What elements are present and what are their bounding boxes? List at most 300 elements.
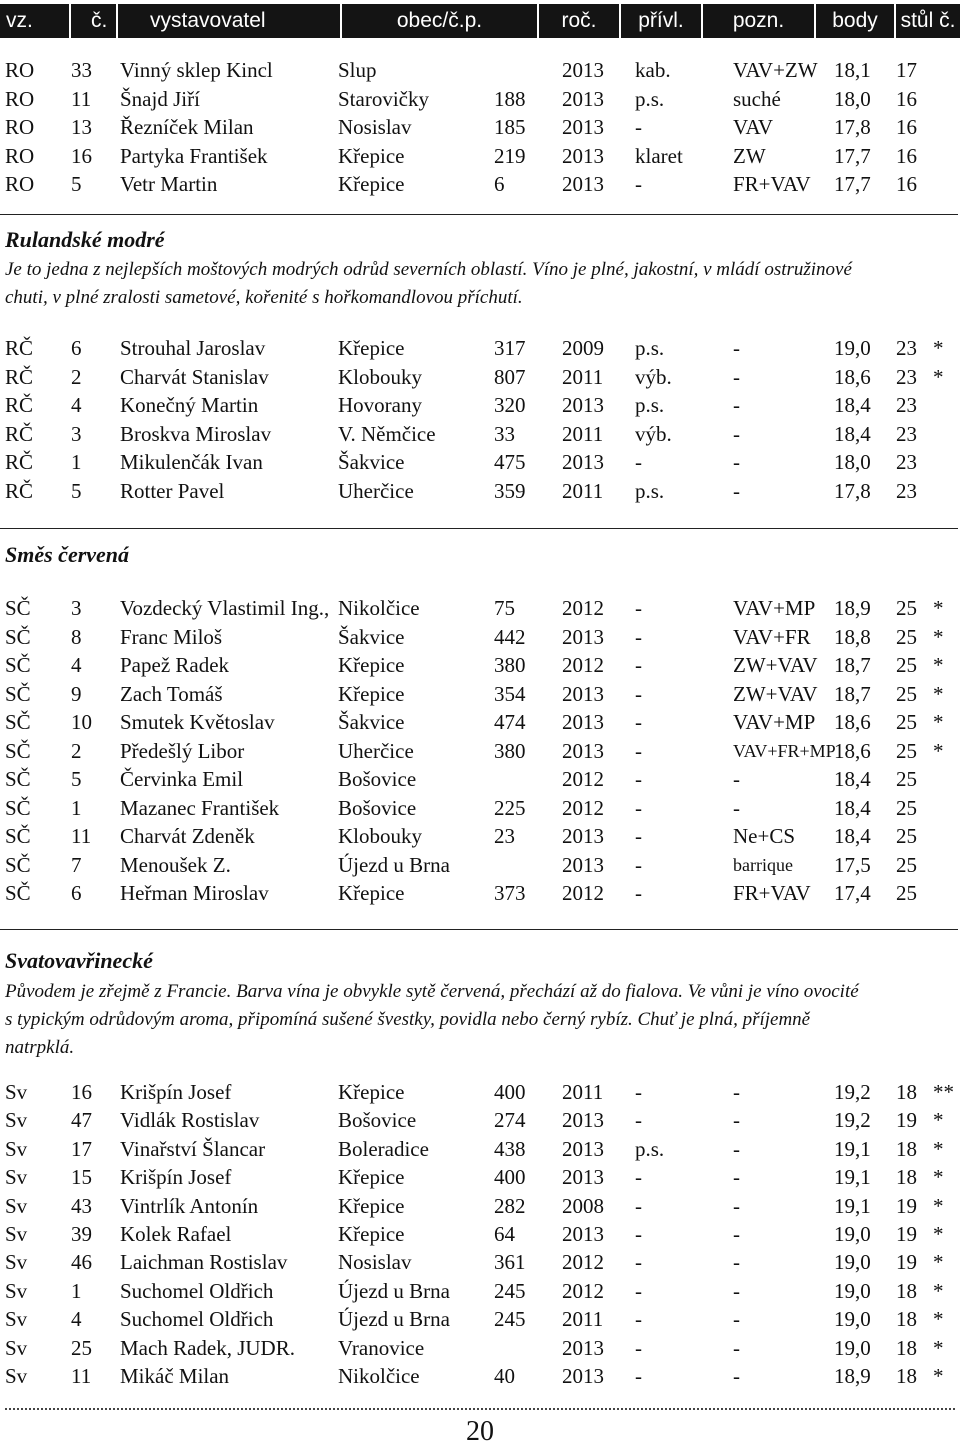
cell-exhibitor: Šnajd Jiří [120,86,200,111]
cell-village: Křepice [338,172,405,196]
table-row [0,594,960,622]
cell-note: - [733,336,740,360]
table-row [0,420,960,448]
section-divider [0,528,958,529]
table-row [0,737,960,765]
cell-house-number: 75 [494,596,515,620]
cell-table-number: 25 [896,596,917,620]
cell-village: Bošovice [338,795,417,820]
cell-village: Újezd u Brna [338,1307,450,1332]
section-title-rulandske-modre: Rulandské modré [5,227,165,252]
table-row [0,623,960,651]
table-row [0,1248,960,1276]
cell-entry-number: 3 [71,421,82,446]
cell-entry-number: 33 [71,58,92,82]
cell-entry-number: 3 [71,596,82,620]
cell-points: 18,6 [834,710,871,734]
cell-exhibitor: Vinný sklep Kincl [120,58,273,82]
cell-points: 17,4 [834,881,871,905]
cell-attribute: - [635,1250,642,1275]
cell-attribute: klaret [635,143,683,168]
cell-variety-code: SČ [5,653,31,677]
cell-entry-number: 6 [71,881,82,905]
cell-mark: * [933,1193,944,1218]
cell-attribute: - [635,1193,642,1218]
header-body: body [816,4,894,38]
cell-attribute: - [635,1165,642,1190]
cell-note: - [733,1136,740,1161]
cell-points: 18,4 [834,393,871,417]
cell-note: barrique [733,854,793,875]
cell-note: - [733,1193,740,1218]
cell-table-number: 23 [896,364,917,389]
cell-vintage: 2011 [562,364,604,389]
cell-points: 18,7 [834,681,871,706]
cell-table-number: 18 [896,1335,917,1360]
table-row [0,708,960,736]
cell-vintage: 2013 [562,1108,604,1133]
cell-mark: * [933,1307,944,1332]
cell-table-number: 23 [896,393,917,417]
cell-exhibitor: Krišpín Josef [120,1080,232,1104]
cell-exhibitor: Krišpín Josef [120,1165,232,1190]
cell-exhibitor: Vinařství Šlancar [120,1136,266,1161]
cell-attribute: - [635,596,642,620]
cell-vintage: 2012 [562,596,604,620]
cell-entry-number: 8 [71,624,82,649]
cell-vintage: 2009 [562,336,604,360]
cell-variety-code: RČ [5,421,34,446]
cell-variety-code: Sv [5,1335,28,1360]
cell-variety-code: Sv [5,1222,28,1246]
cell-entry-number: 5 [71,767,82,791]
cell-attribute: p.s. [635,336,665,360]
cell-note: VAV+FR+MP [733,740,836,761]
cell-variety-code: Sv [5,1250,28,1275]
cell-vintage: 2013 [562,1165,604,1190]
header-poznamka: pozn. [703,4,814,38]
cell-attribute: - [635,767,642,791]
cell-points: 18,6 [834,364,871,389]
cell-exhibitor: Charvát Stanislav [120,364,269,389]
cell-table-number: 19 [896,1250,917,1275]
cell-exhibitor: Heřman Miroslav [120,881,269,905]
cell-vintage: 2008 [562,1193,604,1218]
cell-attribute: výb. [635,421,672,446]
cell-variety-code: Sv [5,1080,28,1104]
cell-points: 19,0 [834,1250,871,1275]
cell-village: Klobouky [338,824,422,848]
cell-table-number: 25 [896,824,917,848]
cell-points: 19,2 [834,1108,871,1133]
cell-note: - [733,421,740,446]
cell-attribute: p.s. [635,478,665,503]
table-row [0,334,960,362]
cell-entry-number: 9 [71,681,82,706]
description-line: natrpklá. [5,1037,75,1058]
cell-house-number: 475 [494,450,526,474]
table-row [0,1078,960,1106]
cell-entry-number: 1 [71,450,82,474]
cell-exhibitor: Mach Radek, JUDR. [120,1335,295,1360]
cell-entry-number: 2 [71,738,82,763]
cell-variety-code: Sv [5,1278,28,1303]
cell-house-number: 380 [494,653,526,677]
cell-variety-code: RO [5,58,35,82]
cell-variety-code: RČ [5,336,34,360]
cell-variety-code: Sv [5,1193,28,1218]
cell-attribute: - [635,881,642,905]
cell-table-number: 23 [896,450,917,474]
cell-attribute: p.s. [635,86,665,111]
cell-vintage: 2013 [562,1335,604,1360]
cell-exhibitor: Vetr Martin [120,172,218,196]
cell-village: Šakvice [338,624,405,649]
cell-points: 17,7 [834,172,871,196]
cell-points: 17,8 [834,478,871,503]
cell-note: - [733,478,740,503]
cell-note: VAV+FR [733,624,811,649]
cell-points: 18,9 [834,1364,871,1388]
cell-village: Bošovice [338,767,417,791]
table-row [0,1334,960,1362]
cell-village: Újezd u Brna [338,1278,450,1303]
table-row [0,1106,960,1134]
cell-note: - [733,393,740,417]
cell-mark: * [933,710,944,734]
cell-table-number: 16 [896,115,917,139]
cell-points: 18,8 [834,624,871,649]
description-line: Původem je zřejmě z Francie. Barva vína je obvykle sytě červená, přechází až do fialova. Ve vůni je víno ovocité [5,981,859,1002]
header-vystavovatel: vystavovatel [118,4,340,38]
cell-note: - [733,1278,740,1303]
cell-attribute: - [635,450,642,474]
cell-house-number: 185 [494,115,526,139]
cell-vintage: 2011 [562,1080,604,1104]
cell-house-number: 438 [494,1136,526,1161]
cell-points: 18,4 [834,795,871,820]
cell-entry-number: 25 [71,1335,92,1360]
cell-note: - [733,795,740,820]
cell-note: VAV+ZW [733,58,818,82]
cell-note: ZW [733,143,766,168]
cell-variety-code: SČ [5,852,31,877]
cell-variety-code: RČ [5,478,34,503]
cell-village: Šakvice [338,450,405,474]
cell-exhibitor: Broskva Miroslav [120,421,272,446]
cell-exhibitor: Rotter Pavel [120,478,225,503]
table-row [0,170,960,198]
cell-vintage: 2013 [562,624,604,649]
cell-exhibitor: Mikulenčák Ivan [120,450,263,474]
cell-points: 19,0 [834,1278,871,1303]
cell-mark: * [933,1335,944,1360]
table-row [0,680,960,708]
table-row [0,879,960,907]
cell-attribute: p.s. [635,393,665,417]
cell-entry-number: 47 [71,1108,92,1133]
cell-house-number: 219 [494,143,526,168]
cell-vintage: 2013 [562,1364,604,1388]
cell-attribute: p.s. [635,1136,665,1161]
cell-exhibitor: Menoušek Z. [120,852,231,877]
table-row [0,113,960,141]
cell-vintage: 2011 [562,478,604,503]
cell-exhibitor: Laichman Rostislav [120,1250,288,1275]
cell-mark: * [933,1250,944,1275]
cell-vintage: 2011 [562,1307,604,1332]
table-row [0,1305,960,1333]
cell-vintage: 2012 [562,795,604,820]
table-row [0,363,960,391]
cell-exhibitor: Suchomel Oldřich [120,1278,274,1303]
cell-points: 18,1 [834,58,871,82]
cell-vintage: 2013 [562,738,604,763]
cell-variety-code: RČ [5,450,34,474]
cell-village: Boleradice [338,1136,429,1161]
footer-dotted-line [5,1408,955,1410]
cell-table-number: 19 [896,1222,917,1246]
description-line: chuti, v plné zralosti sametové, kořenité s hořkomandlovou příchutí. [5,287,523,308]
header-obec: obec/č.p. [342,4,537,38]
cell-exhibitor: Smutek Květoslav [120,710,275,734]
cell-exhibitor: Vintrlík Antonín [120,1193,259,1218]
cell-table-number: 25 [896,710,917,734]
cell-variety-code: Sv [5,1165,28,1190]
cell-village: Křepice [338,1193,405,1218]
cell-vintage: 2013 [562,86,604,111]
cell-note: VAV+MP [733,596,816,620]
description-line: Je to jedna z nejlepších moštových modrých odrůd severních oblastí. Víno je plné, jakostní, v mládí ostružinové [5,259,852,280]
cell-house-number: 225 [494,795,526,820]
cell-table-number: 19 [896,1108,917,1133]
cell-note: VAV+MP [733,710,816,734]
cell-village: Křepice [338,1080,405,1104]
cell-vintage: 2013 [562,143,604,168]
description-line: s typickým odrůdovým aroma, připomíná sušené švestky, povidla nebo černý rybíz. Chuť je plná, příjemně [5,1009,811,1030]
section-description [5,256,955,312]
cell-house-number: 188 [494,86,526,111]
section-title-svatovavrinecke: Svatovavřinecké [5,948,153,973]
cell-village: Šakvice [338,710,405,734]
cell-attribute: - [635,115,642,139]
cell-entry-number: 16 [71,1080,92,1104]
cell-points: 18,6 [834,738,871,763]
cell-attribute: - [635,172,642,196]
cell-vintage: 2012 [562,1250,604,1275]
cell-variety-code: SČ [5,624,31,649]
cell-exhibitor: Partyka František [120,143,268,168]
cell-vintage: 2013 [562,393,604,417]
cell-house-number: 23 [494,824,515,848]
cell-entry-number: 13 [71,115,92,139]
cell-mark: * [933,1364,944,1388]
cell-variety-code: SČ [5,824,31,848]
cell-vintage: 2013 [562,710,604,734]
cell-variety-code: RO [5,115,35,139]
cell-note: FR+VAV [733,881,811,905]
cell-points: 19,1 [834,1165,871,1190]
cell-village: V. Němčice [338,421,436,446]
cell-house-number: 33 [494,421,515,446]
cell-village: Křepice [338,1222,405,1246]
cell-attribute: - [635,1222,642,1246]
page-number: 20 [466,1416,494,1447]
cell-village: Křepice [338,681,405,706]
table-row [0,1163,960,1191]
cell-vintage: 2012 [562,1278,604,1303]
cell-points: 17,5 [834,852,871,877]
cell-house-number: 400 [494,1080,526,1104]
cell-note: - [733,1307,740,1332]
cell-exhibitor: Vidlák Rostislav [120,1108,260,1133]
cell-entry-number: 11 [71,824,92,848]
cell-vintage: 2013 [562,824,604,848]
cell-village: Křepice [338,336,405,360]
cell-village: Křepice [338,653,405,677]
cell-variety-code: RO [5,172,35,196]
cell-variety-code: SČ [5,881,31,905]
cell-village: Slup [338,58,377,82]
cell-attribute: - [635,624,642,649]
cell-vintage: 2013 [562,172,604,196]
header-vz: vz. [0,4,69,38]
cell-house-number: 274 [494,1108,526,1133]
cell-points: 17,7 [834,143,871,168]
cell-village: Křepice [338,881,405,905]
cell-note: ZW+VAV [733,653,818,677]
cell-exhibitor: Vozdecký Vlastimil Ing., [120,596,330,620]
cell-house-number: 245 [494,1307,526,1332]
cell-points: 19,0 [834,1335,871,1360]
cell-entry-number: 46 [71,1250,92,1275]
cell-variety-code: Sv [5,1108,28,1133]
cell-entry-number: 15 [71,1165,92,1190]
cell-points: 19,0 [834,336,871,360]
cell-vintage: 2013 [562,450,604,474]
cell-points: 19,0 [834,1222,871,1246]
cell-entry-number: 7 [71,852,82,877]
table-row [0,1277,960,1305]
cell-variety-code: RO [5,86,35,111]
cell-exhibitor: Charvát Zdeněk [120,824,255,848]
cell-vintage: 2012 [562,653,604,677]
cell-variety-code: SČ [5,681,31,706]
cell-note: - [733,450,740,474]
cell-mark: * [933,1136,944,1161]
cell-mark: * [933,624,944,649]
cell-table-number: 23 [896,421,917,446]
cell-village: Bošovice [338,1108,417,1133]
cell-table-number: 16 [896,172,917,196]
cell-note: - [733,767,740,791]
cell-points: 18,4 [834,824,871,848]
table-row [0,85,960,113]
cell-note: - [733,1165,740,1190]
cell-variety-code: SČ [5,795,31,820]
cell-table-number: 25 [896,881,917,905]
cell-table-number: 16 [896,143,917,168]
section-divider [0,929,958,930]
cell-variety-code: SČ [5,767,31,791]
table-row [0,477,960,505]
cell-variety-code: RČ [5,364,34,389]
cell-table-number: 18 [896,1080,917,1104]
cell-points: 18,4 [834,421,871,446]
table-row [0,765,960,793]
cell-points: 18,4 [834,767,871,791]
cell-village: Vranovice [338,1335,425,1360]
cell-points: 18,9 [834,596,871,620]
cell-variety-code: Sv [5,1307,28,1332]
cell-note: suché [733,86,781,111]
cell-house-number: 282 [494,1193,526,1218]
cell-house-number: 400 [494,1165,526,1190]
cell-attribute: výb. [635,364,672,389]
cell-attribute: - [635,852,642,877]
cell-mark: * [933,681,944,706]
cell-table-number: 16 [896,86,917,111]
header-privlastek: přívl. [621,4,701,38]
cell-house-number: 354 [494,681,526,706]
cell-points: 19,0 [834,1307,871,1332]
table-row [0,1362,960,1390]
cell-note: - [733,1364,740,1388]
cell-vintage: 2013 [562,115,604,139]
cell-village: Uherčice [338,738,414,763]
cell-house-number: 245 [494,1278,526,1303]
cell-village: Klobouky [338,364,422,389]
cell-table-number: 25 [896,795,917,820]
table-header [0,4,960,38]
cell-table-number: 18 [896,1165,917,1190]
cell-attribute: - [635,710,642,734]
table-row [0,794,960,822]
cell-house-number: 373 [494,881,526,905]
cell-exhibitor: Červinka Emil [120,767,244,791]
header-no: č. [71,4,116,38]
cell-entry-number: 11 [71,86,92,111]
cell-mark: * [933,364,944,389]
cell-attribute: - [635,1335,642,1360]
cell-attribute: - [635,1278,642,1303]
table-row [0,851,960,879]
table-row [0,651,960,679]
cell-variety-code: Sv [5,1364,28,1388]
cell-table-number: 23 [896,336,917,360]
cell-house-number: 442 [494,624,526,649]
cell-entry-number: 17 [71,1136,92,1161]
cell-variety-code: RČ [5,393,34,417]
cell-note: VAV [733,115,774,139]
cell-exhibitor: Franc Miloš [120,624,223,649]
cell-mark: * [933,336,944,360]
cell-vintage: 2013 [562,852,604,877]
cell-points: 19,1 [834,1136,871,1161]
cell-house-number: 6 [494,172,505,196]
cell-table-number: 18 [896,1364,917,1388]
cell-table-number: 18 [896,1278,917,1303]
cell-attribute: - [635,681,642,706]
cell-village: Újezd u Brna [338,852,450,877]
cell-attribute: - [635,1108,642,1133]
cell-table-number: 23 [896,478,917,503]
cell-entry-number: 10 [71,710,92,734]
cell-exhibitor: Řezníček Milan [120,115,254,139]
cell-house-number: 64 [494,1222,515,1246]
cell-vintage: 2013 [562,681,604,706]
cell-house-number: 361 [494,1250,526,1275]
